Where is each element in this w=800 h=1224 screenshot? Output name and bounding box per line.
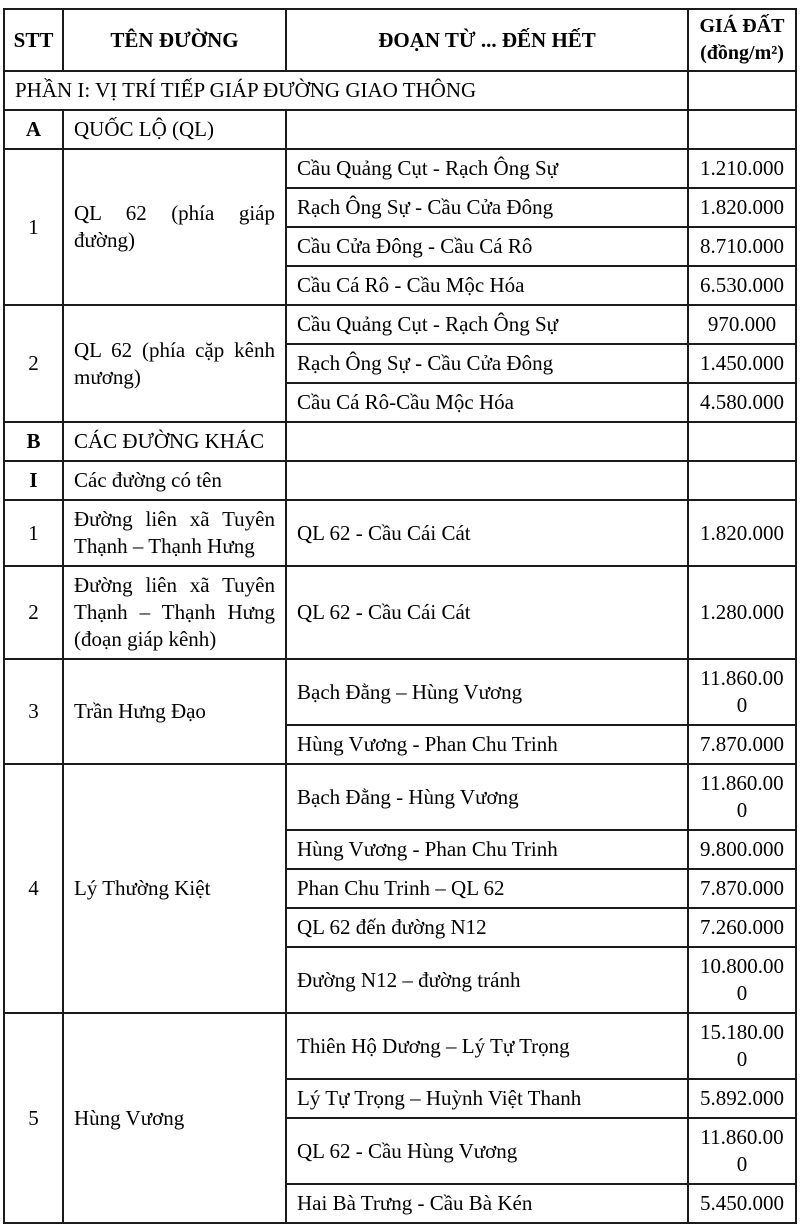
road-row bbox=[4, 305, 796, 344]
table-header-row bbox=[4, 9, 796, 71]
price-cell: 970.000 bbox=[688, 305, 796, 344]
section-stt: I bbox=[4, 461, 63, 500]
part1-title: PHẦN I: VỊ TRÍ TIẾP GIÁP ĐƯỜNG GIAO THÔNG bbox=[4, 71, 688, 110]
price-cell: 5.450.000 bbox=[688, 1184, 796, 1223]
section-row-b bbox=[4, 422, 796, 461]
road-row bbox=[4, 764, 796, 830]
col-header-price: GIÁ ĐẤT (đồng/m²) bbox=[688, 9, 796, 71]
segment-cell: Cầu Quảng Cụt - Rạch Ông Sự bbox=[286, 149, 688, 188]
empty-cell bbox=[688, 71, 796, 110]
price-cell: 8.710.000 bbox=[688, 227, 796, 266]
price-cell: 6.530.000 bbox=[688, 266, 796, 305]
price-cell: 15.180.000 bbox=[688, 1013, 796, 1079]
price-cell: 5.892.000 bbox=[688, 1079, 796, 1118]
price-cell: 7.870.000 bbox=[688, 725, 796, 764]
stt-cell: 4 bbox=[4, 764, 63, 1013]
segment-cell: Hai Bà Trưng - Cầu Bà Kén bbox=[286, 1184, 688, 1223]
road-row bbox=[4, 566, 796, 659]
section-row-a bbox=[4, 110, 796, 149]
price-cell: 9.800.000 bbox=[688, 830, 796, 869]
street-name-cell: Đường liên xã Tuyên Thạnh – Thạnh Hưng (đoạn giáp kênh) bbox=[63, 566, 286, 659]
empty-cell bbox=[286, 461, 688, 500]
col-header-segment: ĐOẠN TỪ ... ĐẾN HẾT bbox=[286, 9, 688, 71]
segment-cell: QL 62 - Cầu Cái Cát bbox=[286, 500, 688, 566]
price-cell: 7.260.000 bbox=[688, 908, 796, 947]
land-price-table bbox=[3, 8, 797, 1224]
street-name-cell: QL 62 (phía giáp đường) bbox=[63, 149, 286, 305]
section-stt: B bbox=[4, 422, 63, 461]
segment-cell: Thiên Hộ Dương – Lý Tự Trọng bbox=[286, 1013, 688, 1079]
stt-cell: 2 bbox=[4, 566, 63, 659]
price-cell: 1.450.000 bbox=[688, 344, 796, 383]
stt-cell: 1 bbox=[4, 149, 63, 305]
segment-cell: Bạch Đằng – Hùng Vương bbox=[286, 659, 688, 725]
section-title: Các đường có tên bbox=[63, 461, 286, 500]
segment-cell: Cầu Cửa Đông - Cầu Cá Rô bbox=[286, 227, 688, 266]
segment-cell: QL 62 đến đường N12 bbox=[286, 908, 688, 947]
part1-title-row bbox=[4, 71, 796, 110]
street-name-cell: Lý Thường Kiệt bbox=[63, 764, 286, 1013]
price-cell: 7.870.000 bbox=[688, 869, 796, 908]
price-cell: 10.800.000 bbox=[688, 947, 796, 1013]
price-cell: 11.860.000 bbox=[688, 764, 796, 830]
road-row bbox=[4, 149, 796, 188]
segment-cell: Cầu Quảng Cụt - Rạch Ông Sự bbox=[286, 305, 688, 344]
street-name-cell: Đường liên xã Tuyên Thạnh – Thạnh Hưng bbox=[63, 500, 286, 566]
price-cell: 11.860.000 bbox=[688, 659, 796, 725]
empty-cell bbox=[688, 422, 796, 461]
road-row bbox=[4, 500, 796, 566]
empty-cell bbox=[688, 461, 796, 500]
segment-cell: Đường N12 – đường tránh bbox=[286, 947, 688, 1013]
price-cell: 1.280.000 bbox=[688, 566, 796, 659]
segment-cell: Cầu Cá Rô - Cầu Mộc Hóa bbox=[286, 266, 688, 305]
empty-cell bbox=[286, 110, 688, 149]
stt-cell: 5 bbox=[4, 1013, 63, 1223]
segment-cell: QL 62 - Cầu Cái Cát bbox=[286, 566, 688, 659]
price-cell: 1.820.000 bbox=[688, 500, 796, 566]
price-cell: 1.210.000 bbox=[688, 149, 796, 188]
section-title: QUỐC LỘ (QL) bbox=[63, 110, 286, 149]
stt-cell: 1 bbox=[4, 500, 63, 566]
segment-cell: QL 62 - Cầu Hùng Vương bbox=[286, 1118, 688, 1184]
segment-cell: Bạch Đằng - Hùng Vương bbox=[286, 764, 688, 830]
segment-cell: Hùng Vương - Phan Chu Trinh bbox=[286, 830, 688, 869]
segment-cell: Lý Tự Trọng – Huỳnh Việt Thanh bbox=[286, 1079, 688, 1118]
section-row-i bbox=[4, 461, 796, 500]
segment-cell: Rạch Ông Sự - Cầu Cửa Đông bbox=[286, 344, 688, 383]
empty-cell bbox=[286, 422, 688, 461]
price-cell: 1.820.000 bbox=[688, 188, 796, 227]
col-header-stt: STT bbox=[4, 9, 63, 71]
stt-cell: 2 bbox=[4, 305, 63, 422]
street-name-cell: QL 62 (phía cặp kênh mương) bbox=[63, 305, 286, 422]
stt-cell: 3 bbox=[4, 659, 63, 764]
segment-cell: Cầu Cá Rô-Cầu Mộc Hóa bbox=[286, 383, 688, 422]
segment-cell: Rạch Ông Sự - Cầu Cửa Đông bbox=[286, 188, 688, 227]
segment-cell: Hùng Vương - Phan Chu Trinh bbox=[286, 725, 688, 764]
col-header-street: TÊN ĐƯỜNG bbox=[63, 9, 286, 71]
section-title: CÁC ĐƯỜNG KHÁC bbox=[63, 422, 286, 461]
price-cell: 11.860.000 bbox=[688, 1118, 796, 1184]
price-cell: 4.580.000 bbox=[688, 383, 796, 422]
segment-cell: Phan Chu Trinh – QL 62 bbox=[286, 869, 688, 908]
road-row bbox=[4, 659, 796, 725]
street-name-cell: Hùng Vương bbox=[63, 1013, 286, 1223]
section-stt: A bbox=[4, 110, 63, 149]
road-row bbox=[4, 1013, 796, 1079]
street-name-cell: Trần Hưng Đạo bbox=[63, 659, 286, 764]
empty-cell bbox=[688, 110, 796, 149]
